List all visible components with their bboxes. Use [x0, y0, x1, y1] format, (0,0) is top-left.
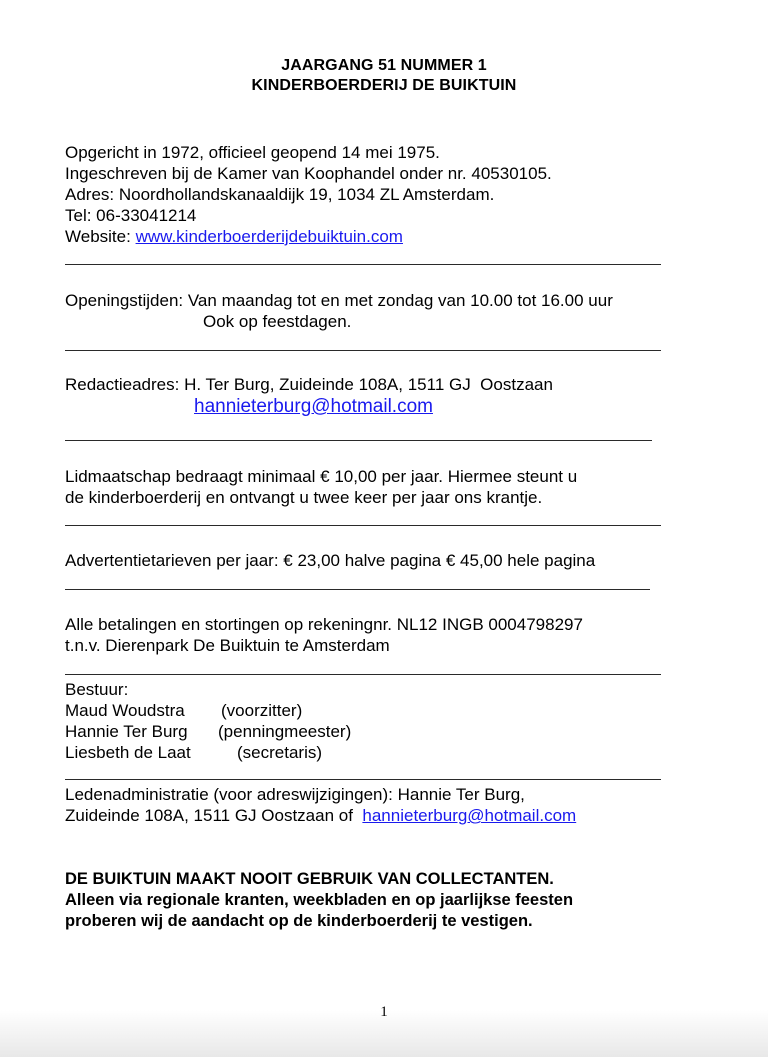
- separator-line: [65, 674, 661, 675]
- membership-text-2: de kinderboerderij en ontvangt u twee keer per jaar ons krantje.: [65, 488, 543, 507]
- website-label: Website:: [65, 227, 136, 246]
- separator-line: [65, 264, 661, 265]
- editorial-address-text: Redactieadres: H. Ter Burg, Zuideinde 108A, 1511 GJ Oostzaan: [65, 375, 553, 394]
- admin-email-link[interactable]: hannieterburg@hotmail.com: [362, 806, 577, 825]
- title-organization: KINDERBOERDERIJ DE BUIKTUIN: [251, 77, 517, 94]
- notice-text-1: Alleen via regionale kranten, weekbladen en op jaarlijkse feesten: [65, 891, 574, 909]
- website-link[interactable]: www.kinderboerderijdebuiktuin.com: [135, 227, 403, 246]
- board-member-role: (secretaris): [237, 743, 323, 762]
- board-member-role: (penningmeester): [218, 722, 352, 741]
- editorial-email-link[interactable]: hannieterburg@hotmail.com: [194, 396, 433, 417]
- board-heading: Bestuur:: [65, 680, 129, 699]
- advertising-rates-text: Advertentietarieven per jaar: € 23,00 halve pagina € 45,00 hele pagina: [65, 551, 596, 570]
- board-member-role: (voorzitter): [221, 701, 303, 720]
- opening-holidays-text: Ook op feestdagen.: [203, 312, 352, 331]
- board-member-name: Hannie Ter Burg: [65, 722, 188, 741]
- notice-heading: DE BUIKTUIN MAAKT NOOIT GEBRUIK VAN COLLECTANTEN.: [65, 870, 554, 888]
- founded-text: Opgericht in 1972, officieel geopend 14 mei 1975.: [65, 143, 440, 162]
- page-title: [0, 56, 768, 96]
- board-member-name: Maud Woudstra: [65, 701, 185, 720]
- payments-text-2: t.n.v. Dierenpark De Buiktuin te Amsterdam: [65, 636, 390, 655]
- title-issue: JAARGANG 51 NUMMER 1: [281, 57, 487, 74]
- registration-text: Ingeschreven bij de Kamer van Koophandel onder nr. 40530105.: [65, 164, 552, 183]
- board-member-name: Liesbeth de Laat: [65, 743, 191, 762]
- phone-text: Tel: 06-33041214: [65, 206, 197, 225]
- admin-text-1: Ledenadministratie (voor adreswijzigingen): Hannie Ter Burg,: [65, 785, 525, 804]
- separator-line: [65, 350, 661, 351]
- page-number: 1: [380, 1004, 388, 1020]
- admin-text-2: Zuideinde 108A, 1511 GJ Oostzaan of: [65, 806, 363, 825]
- notice-text-2: proberen wij de aandacht op de kinderboerderij te vestigen.: [65, 912, 533, 930]
- website-line: [65, 226, 403, 247]
- membership-text-1: Lidmaatschap bedraagt minimaal € 10,00 per jaar. Hiermee steunt u: [65, 467, 578, 486]
- separator-line: [65, 779, 661, 780]
- editorial-email-line: [194, 396, 433, 418]
- separator-line: [65, 589, 650, 590]
- separator-line: [65, 440, 652, 441]
- address-text: Adres: Noordhollandskanaaldijk 19, 1034 ZL Amsterdam.: [65, 185, 495, 204]
- admin-line-2: [65, 805, 576, 826]
- payments-text-1: Alle betalingen en stortingen op rekeningnr. NL12 INGB 0004798297: [65, 615, 583, 634]
- separator-line: [65, 525, 661, 526]
- opening-hours-text: Openingstijden: Van maandag tot en met zondag van 10.00 tot 16.00 uur: [65, 291, 613, 310]
